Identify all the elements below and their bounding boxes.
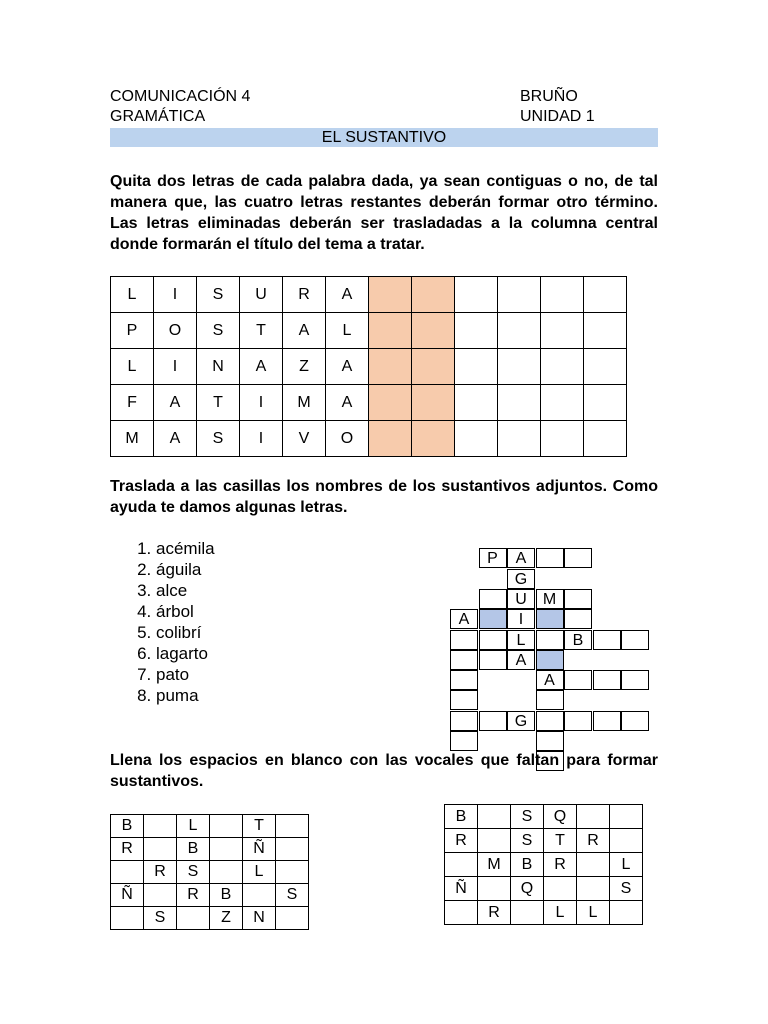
grid-cell[interactable]: Z bbox=[210, 907, 243, 930]
grid-cell[interactable]: B bbox=[445, 805, 478, 829]
answer-cell-highlighted[interactable] bbox=[412, 421, 455, 457]
crossword-cell[interactable] bbox=[479, 650, 507, 670]
grid-cell: L bbox=[326, 313, 369, 349]
answer-cell[interactable] bbox=[455, 349, 498, 385]
exercise3-instructions: Llena los espacios en blanco con las vocales que faltan para formar sustantivos. bbox=[110, 752, 658, 790]
grid-cell[interactable] bbox=[445, 853, 478, 877]
grid-cell[interactable]: S bbox=[144, 907, 177, 930]
answer-cell[interactable] bbox=[498, 421, 541, 457]
crossword-cell[interactable] bbox=[621, 670, 649, 690]
grid-cell[interactable]: S bbox=[511, 805, 544, 829]
answer-cell[interactable] bbox=[455, 385, 498, 421]
crossword-cell[interactable] bbox=[450, 711, 478, 731]
list-item: 8. puma bbox=[156, 685, 215, 706]
answer-cell[interactable] bbox=[584, 313, 627, 349]
grid-cell[interactable]: B bbox=[210, 884, 243, 907]
grid-cell: I bbox=[240, 385, 283, 421]
grid-cell[interactable] bbox=[144, 838, 177, 861]
grid-cell: I bbox=[154, 277, 197, 313]
grid-cell: S bbox=[197, 421, 240, 457]
answer-cell[interactable] bbox=[498, 277, 541, 313]
list-item: 7. pato bbox=[156, 664, 215, 685]
table-row bbox=[445, 829, 643, 853]
list-item: 6. lagarto bbox=[156, 643, 215, 664]
crossword-cell[interactable] bbox=[564, 589, 592, 609]
crossword-cell[interactable]: A bbox=[507, 548, 535, 568]
course-name: COMUNICACIÓN 4 bbox=[110, 88, 251, 105]
crossword-cell[interactable] bbox=[564, 670, 592, 690]
grid-cell[interactable]: M bbox=[478, 853, 511, 877]
grid-cell[interactable] bbox=[445, 901, 478, 925]
grid-cell: A bbox=[154, 385, 197, 421]
grid-cell: L bbox=[111, 277, 154, 313]
grid-cell[interactable]: S bbox=[610, 877, 643, 901]
grid-cell: F bbox=[111, 385, 154, 421]
grid-cell: A bbox=[326, 277, 369, 313]
grid-cell[interactable]: Ñ bbox=[111, 884, 144, 907]
grid-cell: U bbox=[240, 277, 283, 313]
answer-cell[interactable] bbox=[498, 313, 541, 349]
crossword-cell[interactable]: M bbox=[536, 589, 564, 609]
crossword-cell[interactable]: A bbox=[536, 670, 564, 690]
exercise1-instructions: Quita dos letras de cada palabra dada, ya sean contiguas o no, de tal manera que, las cuatro letras restantes deberán formar otro término. Las letras eliminadas deberán ser trasladadas a la columna central donde formarán el título del tema a tratar. bbox=[110, 173, 658, 253]
grid-cell: P bbox=[111, 313, 154, 349]
grid-cell[interactable]: R bbox=[177, 884, 210, 907]
crossword-cell[interactable] bbox=[621, 630, 649, 650]
grid-cell[interactable] bbox=[610, 829, 643, 853]
grid-cell[interactable]: R bbox=[577, 829, 610, 853]
answer-cell-highlighted[interactable] bbox=[412, 277, 455, 313]
grid-cell[interactable] bbox=[177, 907, 210, 930]
list-item: 5. colibrí bbox=[156, 622, 215, 643]
grid-cell[interactable] bbox=[144, 815, 177, 838]
grid-cell[interactable]: R bbox=[111, 838, 144, 861]
crossword-cell[interactable]: L bbox=[507, 630, 535, 650]
answer-cell[interactable] bbox=[541, 421, 584, 457]
publisher-name: BRUÑO bbox=[520, 88, 578, 105]
answer-cell[interactable] bbox=[584, 277, 627, 313]
answer-cell-highlighted[interactable] bbox=[369, 349, 412, 385]
crossword-cell[interactable]: G bbox=[507, 569, 535, 589]
grid-cell[interactable]: R bbox=[445, 829, 478, 853]
crossword-cell[interactable]: I bbox=[507, 609, 535, 629]
grid-cell[interactable]: N bbox=[243, 907, 276, 930]
answer-cell[interactable] bbox=[455, 313, 498, 349]
grid-cell[interactable] bbox=[544, 877, 577, 901]
vowel-grid-right bbox=[444, 804, 643, 925]
grid-cell[interactable] bbox=[610, 805, 643, 829]
crossword-cell[interactable] bbox=[450, 670, 478, 690]
page-title: EL SUSTANTIVO bbox=[110, 128, 658, 147]
crossword-cell[interactable] bbox=[450, 650, 478, 670]
grid-cell[interactable] bbox=[276, 838, 309, 861]
table-row bbox=[445, 877, 643, 901]
grid-cell: A bbox=[240, 349, 283, 385]
grid-cell[interactable]: T bbox=[544, 829, 577, 853]
word-list bbox=[114, 538, 215, 706]
table-row bbox=[111, 884, 309, 907]
grid-cell[interactable]: Ñ bbox=[445, 877, 478, 901]
grid-cell[interactable] bbox=[210, 838, 243, 861]
crossword-cell[interactable] bbox=[479, 589, 507, 609]
grid-cell[interactable]: S bbox=[276, 884, 309, 907]
grid-cell[interactable]: L bbox=[610, 853, 643, 877]
crossword-cell[interactable] bbox=[536, 711, 564, 731]
answer-cell[interactable] bbox=[498, 385, 541, 421]
table-row bbox=[445, 901, 643, 925]
answer-cell[interactable] bbox=[541, 313, 584, 349]
table-row bbox=[111, 861, 309, 884]
crossword-cell-highlighted[interactable] bbox=[536, 650, 564, 670]
crossword-cell[interactable]: P bbox=[479, 548, 507, 568]
grid-cell[interactable]: R bbox=[478, 901, 511, 925]
crossword-cell[interactable] bbox=[450, 731, 478, 751]
grid-cell[interactable] bbox=[276, 861, 309, 884]
grid-cell[interactable]: T bbox=[243, 815, 276, 838]
crossword-cell[interactable] bbox=[564, 548, 592, 568]
table-row bbox=[111, 815, 309, 838]
crossword-cell-highlighted[interactable] bbox=[479, 609, 507, 629]
answer-cell-highlighted[interactable] bbox=[369, 385, 412, 421]
crossword-cell[interactable] bbox=[621, 711, 649, 731]
crossword-cell[interactable] bbox=[593, 630, 621, 650]
grid-cell[interactable] bbox=[111, 861, 144, 884]
answer-cell[interactable] bbox=[455, 421, 498, 457]
answer-cell-highlighted[interactable] bbox=[369, 313, 412, 349]
grid-cell: A bbox=[283, 313, 326, 349]
grid-cell: A bbox=[326, 349, 369, 385]
table-row bbox=[111, 421, 627, 457]
grid-cell[interactable] bbox=[276, 907, 309, 930]
grid-cell[interactable] bbox=[144, 884, 177, 907]
grid-cell[interactable]: S bbox=[177, 861, 210, 884]
grid-cell[interactable] bbox=[111, 907, 144, 930]
crossword-cell[interactable]: B bbox=[564, 630, 592, 650]
grid-cell[interactable] bbox=[243, 884, 276, 907]
answer-cell[interactable] bbox=[584, 349, 627, 385]
grid-cell: L bbox=[111, 349, 154, 385]
grid-cell: N bbox=[197, 349, 240, 385]
grid-cell[interactable] bbox=[276, 815, 309, 838]
crossword-cell[interactable] bbox=[450, 690, 478, 710]
list-item: 2. águila bbox=[156, 559, 215, 580]
grid-cell[interactable] bbox=[478, 877, 511, 901]
grid-cell: T bbox=[197, 385, 240, 421]
crossword-cell[interactable]: G bbox=[507, 711, 535, 731]
grid-cell: I bbox=[240, 421, 283, 457]
table-row bbox=[111, 385, 627, 421]
grid-cell[interactable]: L bbox=[544, 901, 577, 925]
grid-cell[interactable]: B bbox=[177, 838, 210, 861]
answer-cell-highlighted[interactable] bbox=[369, 277, 412, 313]
crossword-cell[interactable] bbox=[536, 630, 564, 650]
answer-cell[interactable] bbox=[498, 349, 541, 385]
crossword-cell[interactable] bbox=[536, 690, 564, 710]
grid-cell[interactable]: R bbox=[544, 853, 577, 877]
answer-cell[interactable] bbox=[584, 385, 627, 421]
unit-label: UNIDAD 1 bbox=[520, 108, 595, 125]
table-row bbox=[445, 805, 643, 829]
list-item: 3. alce bbox=[156, 580, 215, 601]
crossword-cell[interactable] bbox=[593, 670, 621, 690]
grid-cell[interactable] bbox=[577, 853, 610, 877]
grid-cell: T bbox=[240, 313, 283, 349]
crossword-cell[interactable] bbox=[564, 711, 592, 731]
grid-cell[interactable]: R bbox=[144, 861, 177, 884]
table-row bbox=[111, 313, 627, 349]
exercise2-instructions: Traslada a las casillas los nombres de los sustantivos adjuntos. Como ayuda te damos algunas letras. bbox=[110, 478, 658, 516]
grid-cell[interactable] bbox=[610, 901, 643, 925]
answer-cell[interactable] bbox=[584, 421, 627, 457]
grid-cell: S bbox=[197, 313, 240, 349]
crossword-cell-highlighted[interactable] bbox=[536, 609, 564, 629]
grid-cell[interactable]: Q bbox=[544, 805, 577, 829]
vowel-grid-left bbox=[110, 814, 309, 930]
answer-cell[interactable] bbox=[541, 349, 584, 385]
list-item: 4. árbol bbox=[156, 601, 215, 622]
grid-cell[interactable]: L bbox=[243, 861, 276, 884]
crossword-cell[interactable] bbox=[450, 630, 478, 650]
grid-cell: M bbox=[283, 385, 326, 421]
grid-cell: A bbox=[154, 421, 197, 457]
table-row bbox=[111, 349, 627, 385]
grid-cell: M bbox=[111, 421, 154, 457]
section-name: GRAMÁTICA bbox=[110, 108, 206, 125]
grid-cell[interactable]: B bbox=[511, 853, 544, 877]
table-row bbox=[445, 853, 643, 877]
grid-cell[interactable]: B bbox=[111, 815, 144, 838]
grid-cell: Z bbox=[283, 349, 326, 385]
grid-cell[interactable] bbox=[577, 877, 610, 901]
table-row bbox=[111, 838, 309, 861]
grid-cell[interactable] bbox=[511, 901, 544, 925]
answer-cell[interactable] bbox=[541, 385, 584, 421]
answer-cell[interactable] bbox=[455, 277, 498, 313]
grid-cell[interactable] bbox=[478, 829, 511, 853]
grid-cell[interactable]: L bbox=[177, 815, 210, 838]
crossword-cell[interactable] bbox=[564, 609, 592, 629]
table-row bbox=[111, 907, 309, 930]
crossword-cell[interactable] bbox=[593, 711, 621, 731]
grid-cell[interactable]: Q bbox=[511, 877, 544, 901]
answer-cell-highlighted[interactable] bbox=[412, 349, 455, 385]
grid-cell[interactable] bbox=[210, 861, 243, 884]
answer-cell-highlighted[interactable] bbox=[369, 421, 412, 457]
grid-cell: V bbox=[283, 421, 326, 457]
crossword-cell[interactable]: A bbox=[507, 650, 535, 670]
crossword-cell[interactable] bbox=[536, 731, 564, 751]
grid-cell: I bbox=[154, 349, 197, 385]
grid-cell: S bbox=[197, 277, 240, 313]
grid-cell: O bbox=[326, 421, 369, 457]
crossword-cell[interactable]: A bbox=[450, 609, 478, 629]
list-item: 1. acémila bbox=[156, 538, 215, 559]
crossword-cell[interactable]: U bbox=[507, 589, 535, 609]
crossword-cell[interactable] bbox=[479, 630, 507, 650]
grid-cell[interactable]: Ñ bbox=[243, 838, 276, 861]
grid-cell: A bbox=[326, 385, 369, 421]
table-row bbox=[111, 277, 627, 313]
answer-cell-highlighted[interactable] bbox=[412, 313, 455, 349]
grid-cell[interactable] bbox=[577, 805, 610, 829]
crossword-cell[interactable] bbox=[536, 548, 564, 568]
word-grid bbox=[110, 276, 627, 457]
grid-cell[interactable] bbox=[478, 805, 511, 829]
answer-cell-highlighted[interactable] bbox=[412, 385, 455, 421]
grid-cell[interactable]: L bbox=[577, 901, 610, 925]
grid-cell[interactable]: S bbox=[511, 829, 544, 853]
answer-cell[interactable] bbox=[541, 277, 584, 313]
grid-cell[interactable] bbox=[210, 815, 243, 838]
crossword-cell[interactable] bbox=[479, 711, 507, 731]
grid-cell: R bbox=[283, 277, 326, 313]
grid-cell: O bbox=[154, 313, 197, 349]
